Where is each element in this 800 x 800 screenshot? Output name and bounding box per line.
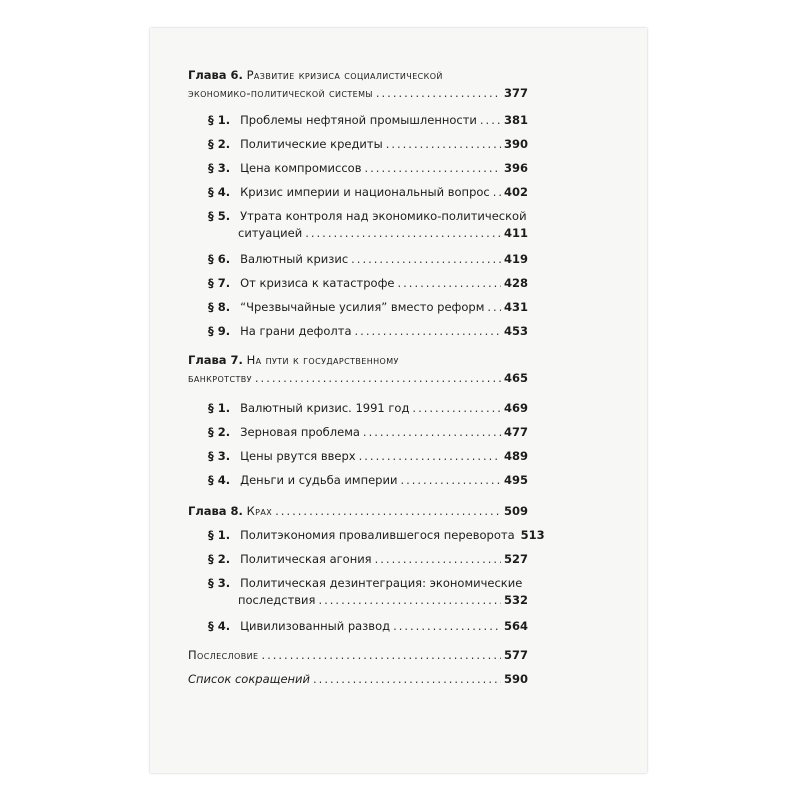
leader-dots: [376, 86, 501, 100]
section-7-2[interactable]: [208, 425, 528, 439]
section-number: § 4.: [208, 185, 231, 199]
section-number: § 2.: [208, 425, 231, 439]
section-number: § 4.: [208, 473, 231, 487]
section-title-line1: Утрата контроля над экономико-политической: [240, 209, 527, 223]
section-8-4[interactable]: [208, 619, 528, 633]
chapter-title-line2: экономико-политической системы: [188, 86, 373, 100]
page-number: 411: [503, 226, 528, 240]
leader-dots: [355, 324, 501, 338]
section-6-8[interactable]: [208, 300, 528, 314]
abbreviations-title: Список сокращений: [188, 672, 311, 686]
section-number: § 3.: [208, 449, 231, 463]
chapter-title: Крах: [246, 504, 273, 518]
leader-dots: [364, 161, 501, 175]
chapter-title-line1: Развитие кризиса социалистической: [246, 68, 443, 82]
section-title: На грани дефолта: [240, 324, 352, 338]
afterword-title: Послесловие: [188, 648, 259, 662]
leader-dots: [313, 672, 501, 686]
page-number: 590: [503, 672, 528, 686]
abbreviations-entry[interactable]: [188, 672, 528, 686]
page-number: 495: [503, 473, 528, 487]
chapter-8-entry[interactable]: [188, 504, 528, 518]
leader-dots: [397, 276, 501, 290]
chapter-label: Глава 8.: [188, 504, 243, 518]
section-6-7[interactable]: [208, 276, 528, 290]
section-title: Цены рвутся вверх: [240, 449, 356, 463]
section-number: § 2.: [208, 552, 231, 566]
section-title: Цивилизованный развод: [240, 619, 391, 633]
chapter-6-entry[interactable]: [188, 68, 528, 100]
leader-dots: [493, 185, 501, 199]
section-6-5[interactable]: [208, 209, 528, 240]
page-number: 402: [503, 185, 528, 199]
section-title: Деньги и судьба империи: [240, 473, 398, 487]
page-number: 577: [503, 648, 528, 662]
page-number: 509: [503, 504, 528, 518]
leader-dots: [363, 425, 501, 439]
page-number: 564: [503, 619, 528, 633]
afterword-entry[interactable]: [188, 648, 528, 662]
chapter-title-line2: банкротству: [188, 371, 252, 385]
section-number: § 1.: [208, 113, 231, 127]
leader-dots: [487, 300, 501, 314]
leader-dots: [255, 371, 501, 385]
section-number: § 3.: [208, 161, 231, 175]
section-title: Политические кредиты: [240, 137, 383, 151]
section-title-line1: Политическая дезинтеграция: экономические: [240, 576, 523, 590]
section-number: § 5.: [208, 209, 231, 223]
section-title: Политэкономия провалившегося переворота: [240, 528, 515, 542]
section-7-1[interactable]: [208, 401, 528, 415]
leader-dots: [480, 113, 501, 127]
leader-dots: [305, 226, 501, 240]
page-number: 527: [503, 552, 528, 566]
section-title: Кризис империи и национальный вопрос: [240, 185, 490, 199]
section-6-3[interactable]: [208, 161, 528, 175]
leader-dots: [393, 619, 501, 633]
page-number: 419: [503, 252, 528, 266]
leader-dots: [375, 552, 501, 566]
leader-dots: [359, 449, 501, 463]
section-number: § 7.: [208, 276, 231, 290]
section-7-3[interactable]: [208, 449, 528, 463]
page-number: 532: [503, 593, 528, 607]
chapter-7-entry[interactable]: [188, 353, 528, 385]
section-title: последствия: [238, 593, 316, 607]
section-title: Цена компромиссов: [240, 161, 362, 175]
section-6-2[interactable]: [208, 137, 528, 151]
page-number: 465: [503, 371, 528, 385]
chapter-label: Глава 6.: [188, 68, 243, 82]
section-title: Проблемы нефтяной промышленности: [240, 113, 477, 127]
leader-dots: [400, 473, 501, 487]
page-number: 453: [503, 324, 528, 338]
section-8-3[interactable]: [208, 576, 528, 607]
leader-dots: [275, 504, 501, 518]
page-number: 396: [503, 161, 528, 175]
section-title: “Чрезвычайные усилия” вместо реформ: [240, 300, 485, 314]
chapter-label: Глава 7.: [188, 353, 243, 367]
section-number: § 1.: [208, 401, 231, 415]
section-number: § 3.: [208, 576, 231, 590]
page-number: 390: [503, 137, 528, 151]
page-number: 431: [503, 300, 528, 314]
section-title: Валютный кризис. 1991 год: [240, 401, 410, 415]
section-6-4[interactable]: [208, 185, 528, 199]
section-number: § 6.: [208, 252, 231, 266]
page-number: 377: [503, 86, 528, 100]
leader-dots: [351, 252, 501, 266]
section-7-4[interactable]: [208, 473, 528, 487]
page-number: 513: [520, 528, 545, 542]
page-number: 381: [503, 113, 528, 127]
section-6-6[interactable]: [208, 252, 528, 266]
page-number: 469: [503, 401, 528, 415]
section-number: § 1.: [208, 528, 231, 542]
section-title: Зерновая проблема: [240, 425, 360, 439]
section-8-2[interactable]: [208, 552, 528, 566]
section-8-1[interactable]: [208, 528, 545, 542]
section-title: Валютный кризис: [240, 252, 349, 266]
page-number: 489: [503, 449, 528, 463]
page-number: 477: [503, 425, 528, 439]
section-number: § 9.: [208, 324, 231, 338]
section-title: Политическая агония: [240, 552, 372, 566]
leader-dots: [386, 137, 501, 151]
section-number: § 8.: [208, 300, 231, 314]
section-title: ситуацией: [238, 226, 303, 240]
section-6-1[interactable]: [208, 113, 528, 127]
leader-dots: [261, 648, 501, 662]
section-title: От кризиса к катастрофе: [240, 276, 395, 290]
section-number: § 4.: [208, 619, 231, 633]
leader-dots: [412, 401, 501, 415]
page-number: 428: [503, 276, 528, 290]
leader-dots: [318, 593, 501, 607]
section-6-9[interactable]: [208, 324, 528, 338]
chapter-title-line1: На пути к государственному: [246, 353, 399, 367]
section-number: § 2.: [208, 137, 231, 151]
